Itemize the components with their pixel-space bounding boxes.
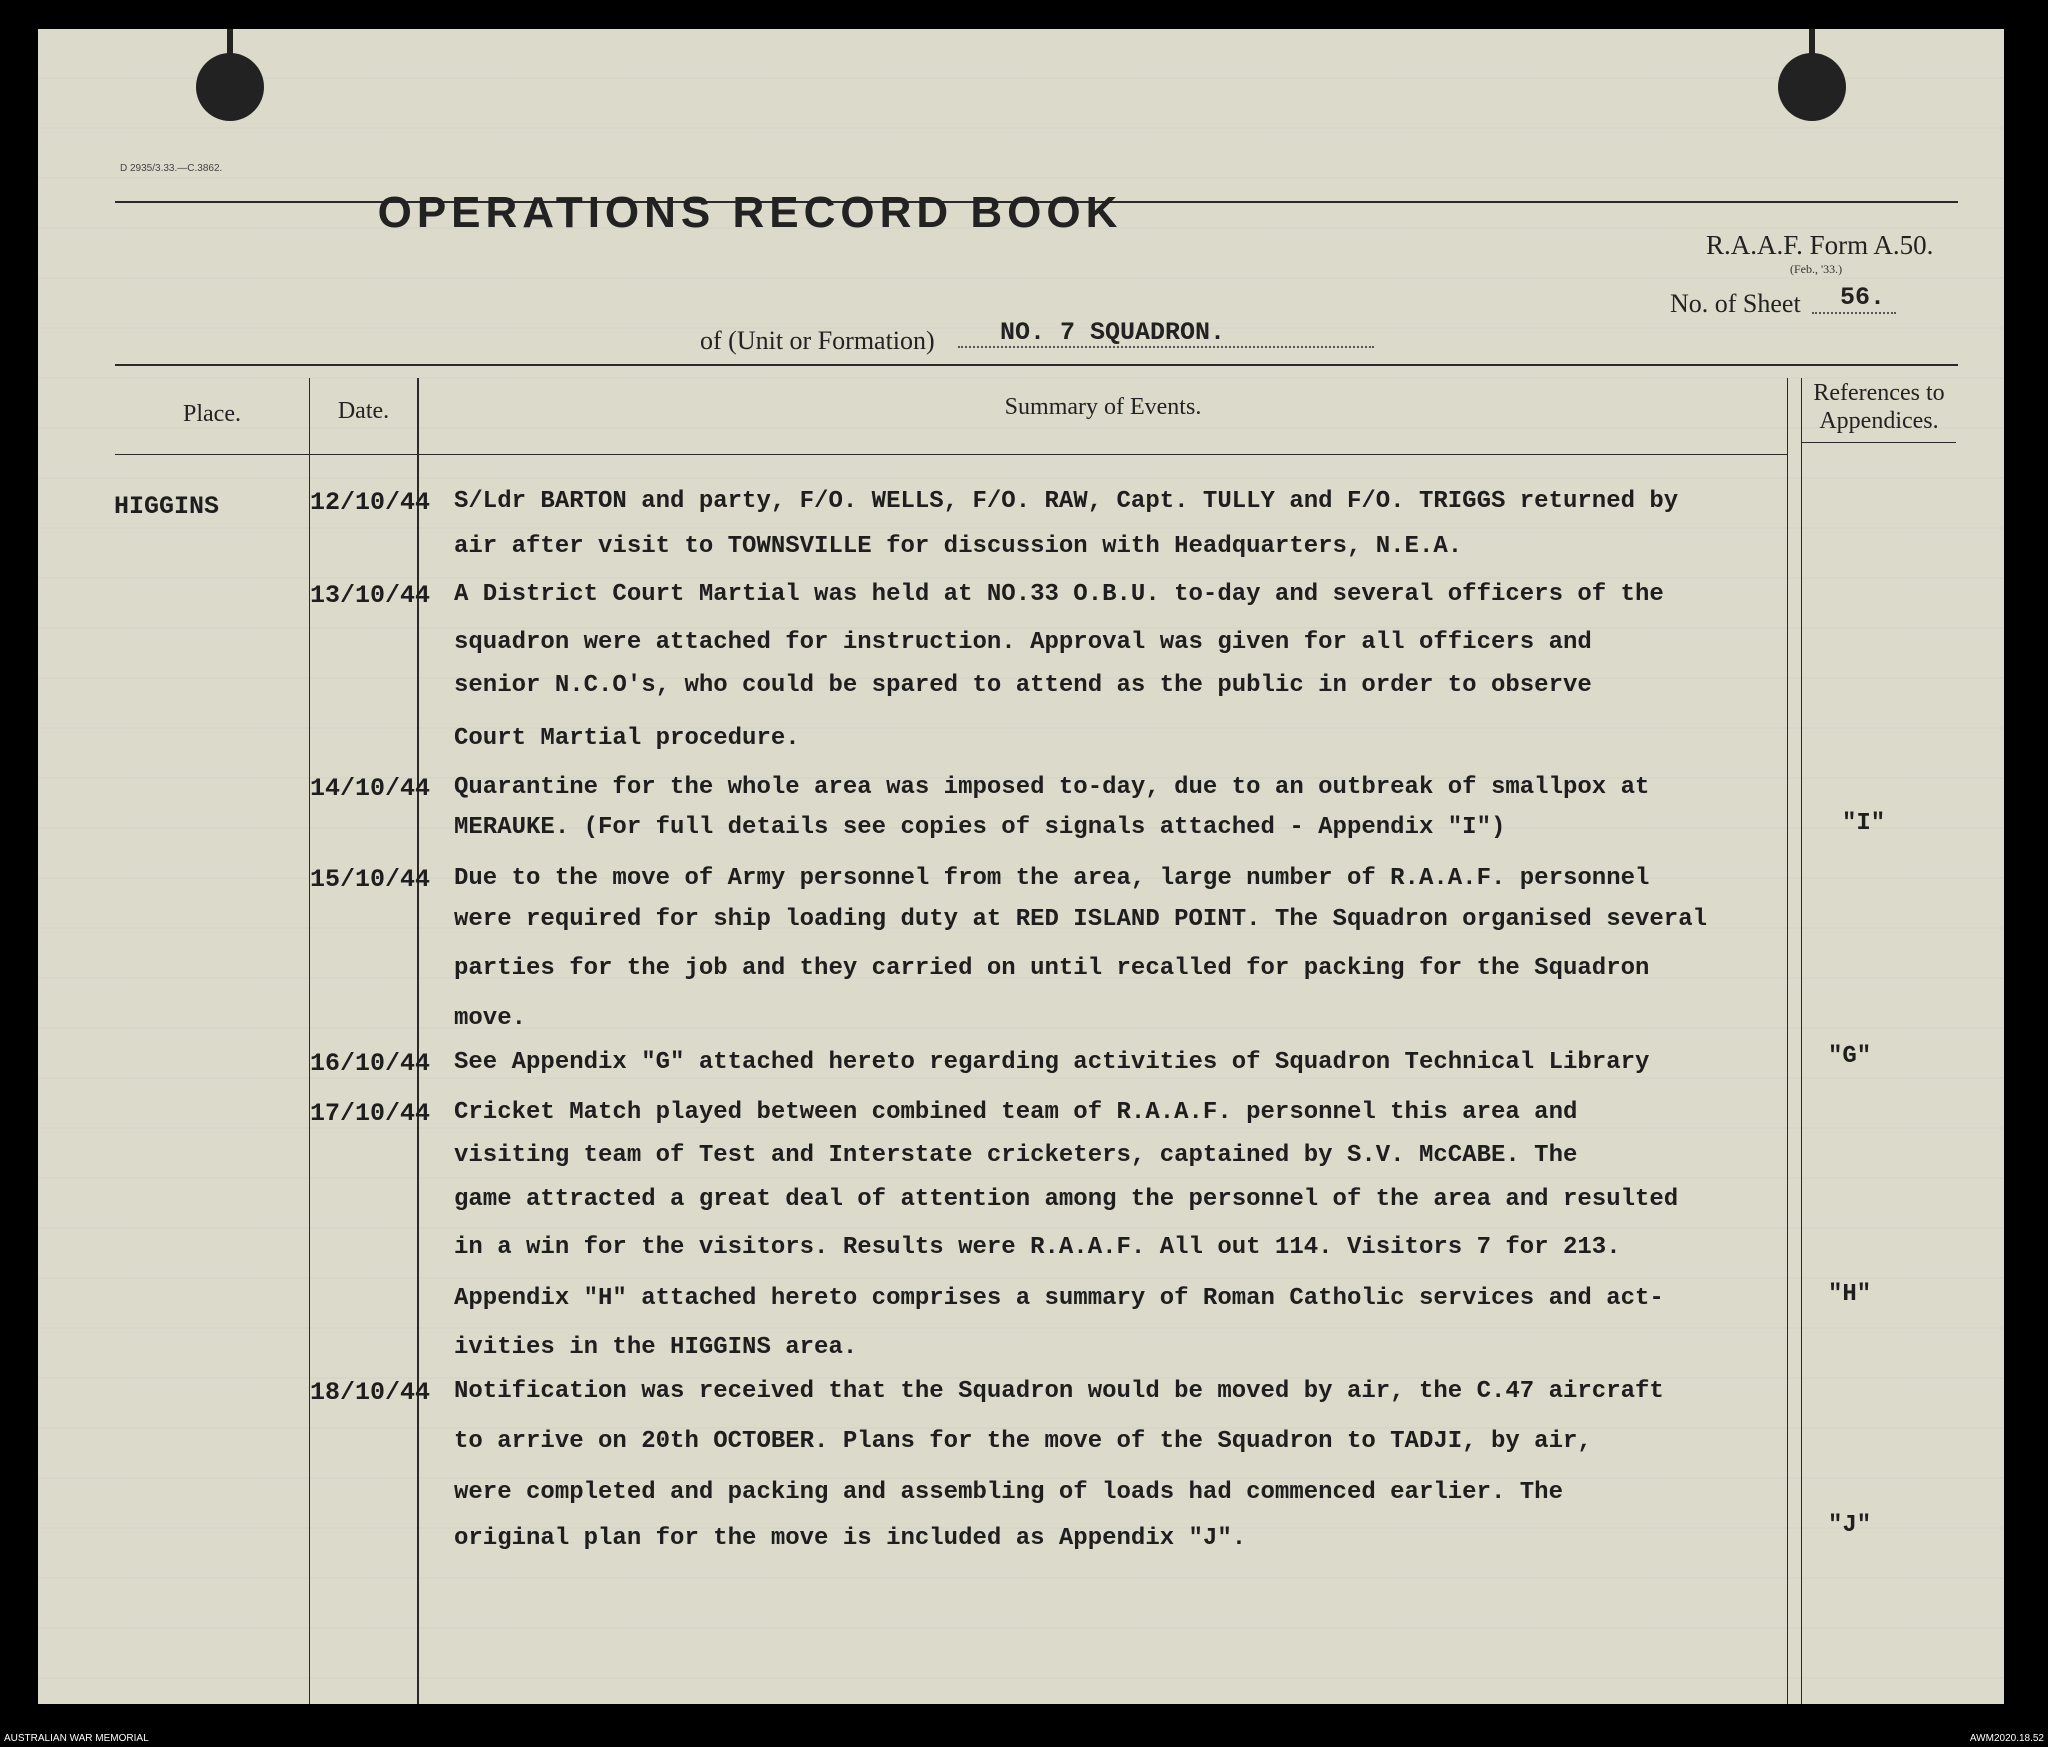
header-bottom-rule-right xyxy=(1801,442,1956,443)
entry-line: Due to the move of Army personnel from the area, large number of R.A.A.F. personnel xyxy=(454,865,1650,892)
entry-line: visiting team of Test and Interstate cricketers, captained by S.V. McCABE. The xyxy=(454,1142,1578,1169)
form-date: (Feb., '33.) xyxy=(1790,262,1843,276)
appendix-reference: "G" xyxy=(1828,1043,1872,1070)
column-divider-place-date xyxy=(309,378,310,1704)
sheet-number-dotted-line xyxy=(1812,312,1896,314)
entry-line: Cricket Match played between combined team of R.A.A.F. personnel this area and xyxy=(454,1099,1578,1126)
column-divider-summary-references xyxy=(1787,378,1788,1704)
column-header-summary: Summary of Events. xyxy=(1004,394,1202,420)
entry-line: Quarantine for the whole area was imposed to-day, due to an outbreak of smallpox at xyxy=(454,774,1650,801)
entry-line: game attracted a great deal of attention among the personnel of the area and resulted xyxy=(454,1186,1679,1213)
entry-date: 12/10/44 xyxy=(310,488,431,517)
entry-line: air after visit to TOWNSVILLE for discussion with Headquarters, N.E.A. xyxy=(454,533,1463,560)
sheet-number-label: No. of Sheet xyxy=(1670,289,1801,318)
entry-line: Court Martial procedure. xyxy=(454,725,800,752)
sheet-number-value: 56. xyxy=(1840,283,1886,312)
print-code: D 2935/3.33.—C.3862. xyxy=(120,163,223,174)
column-header-references xyxy=(1790,379,1968,435)
unit-dotted-line xyxy=(958,346,1374,348)
entry-date: 18/10/44 xyxy=(310,1378,431,1407)
form-number: R.A.A.F. Form A.50. xyxy=(1706,230,1934,260)
page-title: OPERATIONS RECORD BOOK xyxy=(377,188,1123,237)
entry-line: Notification was received that the Squadron would be moved by air, the C.47 aircraft xyxy=(454,1378,1664,1405)
entry-line: to arrive on 20th OCTOBER. Plans for the move of the Squadron to TADJI, by air, xyxy=(454,1428,1592,1455)
entry-line: Appendix "H" attached hereto comprises a summary of Roman Catholic services and act- xyxy=(454,1285,1664,1312)
binder-hole-left xyxy=(196,53,264,121)
entry-line: squadron were attached for instruction. Approval was given for all officers and xyxy=(454,629,1592,656)
column-header-references-line2: Appendices. xyxy=(1819,408,1939,434)
entry-line: original plan for the move is included as Appendix "J". xyxy=(454,1525,1247,1552)
entry-date: 16/10/44 xyxy=(310,1049,431,1078)
entry-line: senior N.C.O's, who could be spared to attend as the public in order to observe xyxy=(454,672,1592,699)
column-header-references-line1: References to xyxy=(1813,380,1945,406)
footer-catalogue-number: AWM2020.18.52 xyxy=(1969,1733,2044,1744)
unit-label: of (Unit or Formation) xyxy=(700,326,935,355)
table-top-rule xyxy=(115,364,1958,366)
entry-line: MERAUKE. (For full details see copies of signals attached - Appendix "I") xyxy=(454,814,1506,841)
column-header-date: Date. xyxy=(337,398,390,424)
entry-line: move. xyxy=(454,1005,527,1032)
appendix-reference: "J" xyxy=(1828,1512,1872,1539)
appendix-reference: "H" xyxy=(1828,1281,1872,1308)
entry-line: were completed and packing and assembling of loads had commenced earlier. The xyxy=(454,1479,1563,1506)
column-divider-references-inner xyxy=(1801,378,1802,1704)
entry-line: See Appendix "G" attached hereto regarding activities of Squadron Technical Library xyxy=(454,1049,1650,1076)
appendix-reference: "I" xyxy=(1842,810,1886,837)
entry-line: A District Court Martial was held at NO.33 O.B.U. to-day and several officers of the xyxy=(454,581,1664,608)
binder-hole-right xyxy=(1778,53,1846,121)
entry-date: 15/10/44 xyxy=(310,865,431,894)
entry-line: were required for ship loading duty at RED ISLAND POINT. The Squadron organised several xyxy=(454,906,1708,933)
entry-line: ivities in the HIGGINS area. xyxy=(454,1334,858,1361)
entry-line: in a win for the visitors. Results were R.A.A.F. All out 114. Visitors 7 for 213. xyxy=(454,1234,1621,1261)
unit-value: NO. 7 SQUADRON. xyxy=(1000,318,1226,347)
column-divider-date-summary xyxy=(417,378,419,1704)
entry-date: 17/10/44 xyxy=(310,1099,431,1128)
entry-date: 14/10/44 xyxy=(310,774,431,803)
entry-date: 13/10/44 xyxy=(310,581,431,610)
header-bottom-rule-left xyxy=(115,454,1787,455)
place-entry: HIGGINS xyxy=(114,492,220,521)
column-header-place: Place. xyxy=(183,401,241,427)
footer-credit: AUSTRALIAN WAR MEMORIAL xyxy=(4,1733,149,1744)
entry-line: parties for the job and they carried on until recalled for packing for the Squadron xyxy=(454,955,1650,982)
entry-line: S/Ldr BARTON and party, F/O. WELLS, F/O. RAW, Capt. TULLY and F/O. TRIGGS returned by xyxy=(454,488,1679,515)
